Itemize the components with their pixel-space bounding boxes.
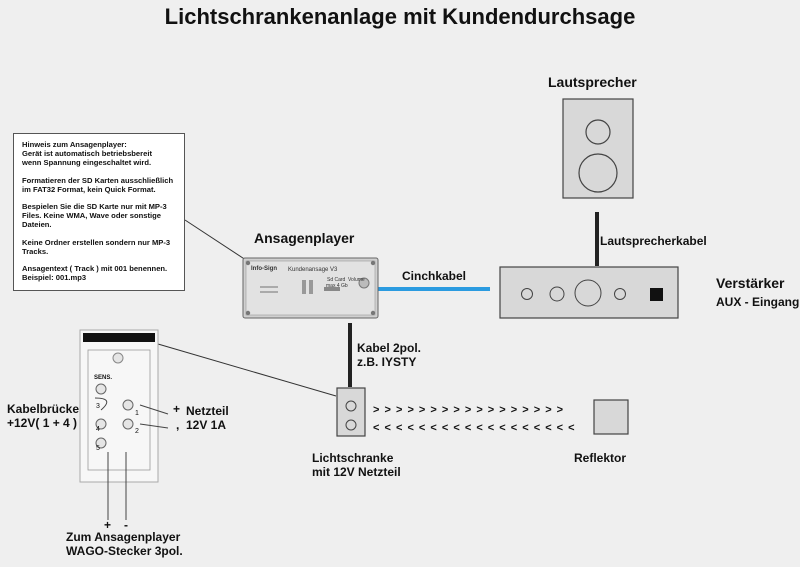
lichtschranke-label: Lichtschranke <box>312 451 394 465</box>
terminal-5: 5 <box>96 445 100 452</box>
terminal-4: 4 <box>96 426 100 433</box>
beam-forward: > > > > > > > > > > > > > > > > > <box>373 404 565 416</box>
player-brand: Info-Sign <box>251 266 277 272</box>
kabelbruecke-sub-label: +12V( 1 + 4 ) <box>7 416 78 430</box>
netzteil-label: Netzteil <box>186 404 229 418</box>
ansagenplayer-note <box>13 133 185 291</box>
lautsprecher-label: Lautsprecher <box>548 74 637 90</box>
wire-minus-label: - <box>124 518 128 532</box>
netzteil-plus-sign: + <box>173 402 181 416</box>
verstaerker-label: Verstärker <box>716 275 785 291</box>
player-model: Kundenansage V3 <box>288 267 338 273</box>
terminal-2: 2 <box>135 428 139 435</box>
note-line: Ansagentext ( Track ) mit 001 benennen. Beispiel: 001.mp3 <box>22 264 168 283</box>
sensor-callout-line <box>158 344 336 396</box>
zum-ansagenplayer-label: Zum Ansagenplayer <box>66 530 181 544</box>
speaker <box>563 99 633 198</box>
beam-backward: < < < < < < < < < < < < < < < < < < <box>373 422 576 434</box>
note-line: Formatieren der SD Karten ausschließlich im FAT32 Format, kein Quick Format. <box>22 175 174 194</box>
player-slot-label: Sd Card <box>327 277 346 283</box>
note-line: Hinweis zum Ansagenplayer: Gerät ist automatisch betriebsbereit wenn Spannung eingeschaltet wird. <box>22 140 152 168</box>
terminal-1: 1 <box>135 410 139 417</box>
lautsprecherkabel-label: Lautsprecherkabel <box>600 234 707 248</box>
player-volume: Volume <box>348 277 365 283</box>
lichtschranke <box>337 388 365 436</box>
amplifier <box>500 267 678 318</box>
sensor-board <box>80 330 168 520</box>
note-callout-line <box>185 220 252 264</box>
lichtschranke-sub-label: mit 12V Netzteil <box>312 465 401 479</box>
ansagenplayer-label: Ansagenplayer <box>254 230 355 246</box>
kabelbruecke-label: Kabelbrücke <box>7 402 80 416</box>
sensor-sens-label: SENS. <box>94 375 113 381</box>
note-line: Bespielen Sie die SD Karte nur mit MP-3 Files. Keine WMA, Wave oder sonstige Dateien. <box>22 202 167 230</box>
player-slot-sub: max 4 Gb <box>326 283 348 289</box>
note-line: Keine Ordner erstellen sondern nur MP-3 Tracks. <box>22 237 171 256</box>
wago-stecker-label: WAGO-Stecker 3pol. <box>66 544 183 558</box>
terminal-3: 3 <box>96 403 100 410</box>
reflektor-label: Reflektor <box>574 451 627 465</box>
netzteil-minus-sign: , <box>176 418 180 432</box>
reflektor <box>594 400 628 434</box>
kabel-type-label: z.B. IYSTY <box>357 355 417 369</box>
wire-plus-label: + <box>104 518 112 532</box>
cinchkabel-label: Cinchkabel <box>402 269 467 283</box>
aux-label: AUX - Eingang <box>716 295 800 309</box>
netzteil-sub-label: 12V 1A <box>186 418 227 432</box>
kabel-2pol-label: Kabel 2pol. <box>357 341 422 355</box>
diagram-title: Lichtschrankenanlage mit Kundendurchsage <box>164 4 636 29</box>
